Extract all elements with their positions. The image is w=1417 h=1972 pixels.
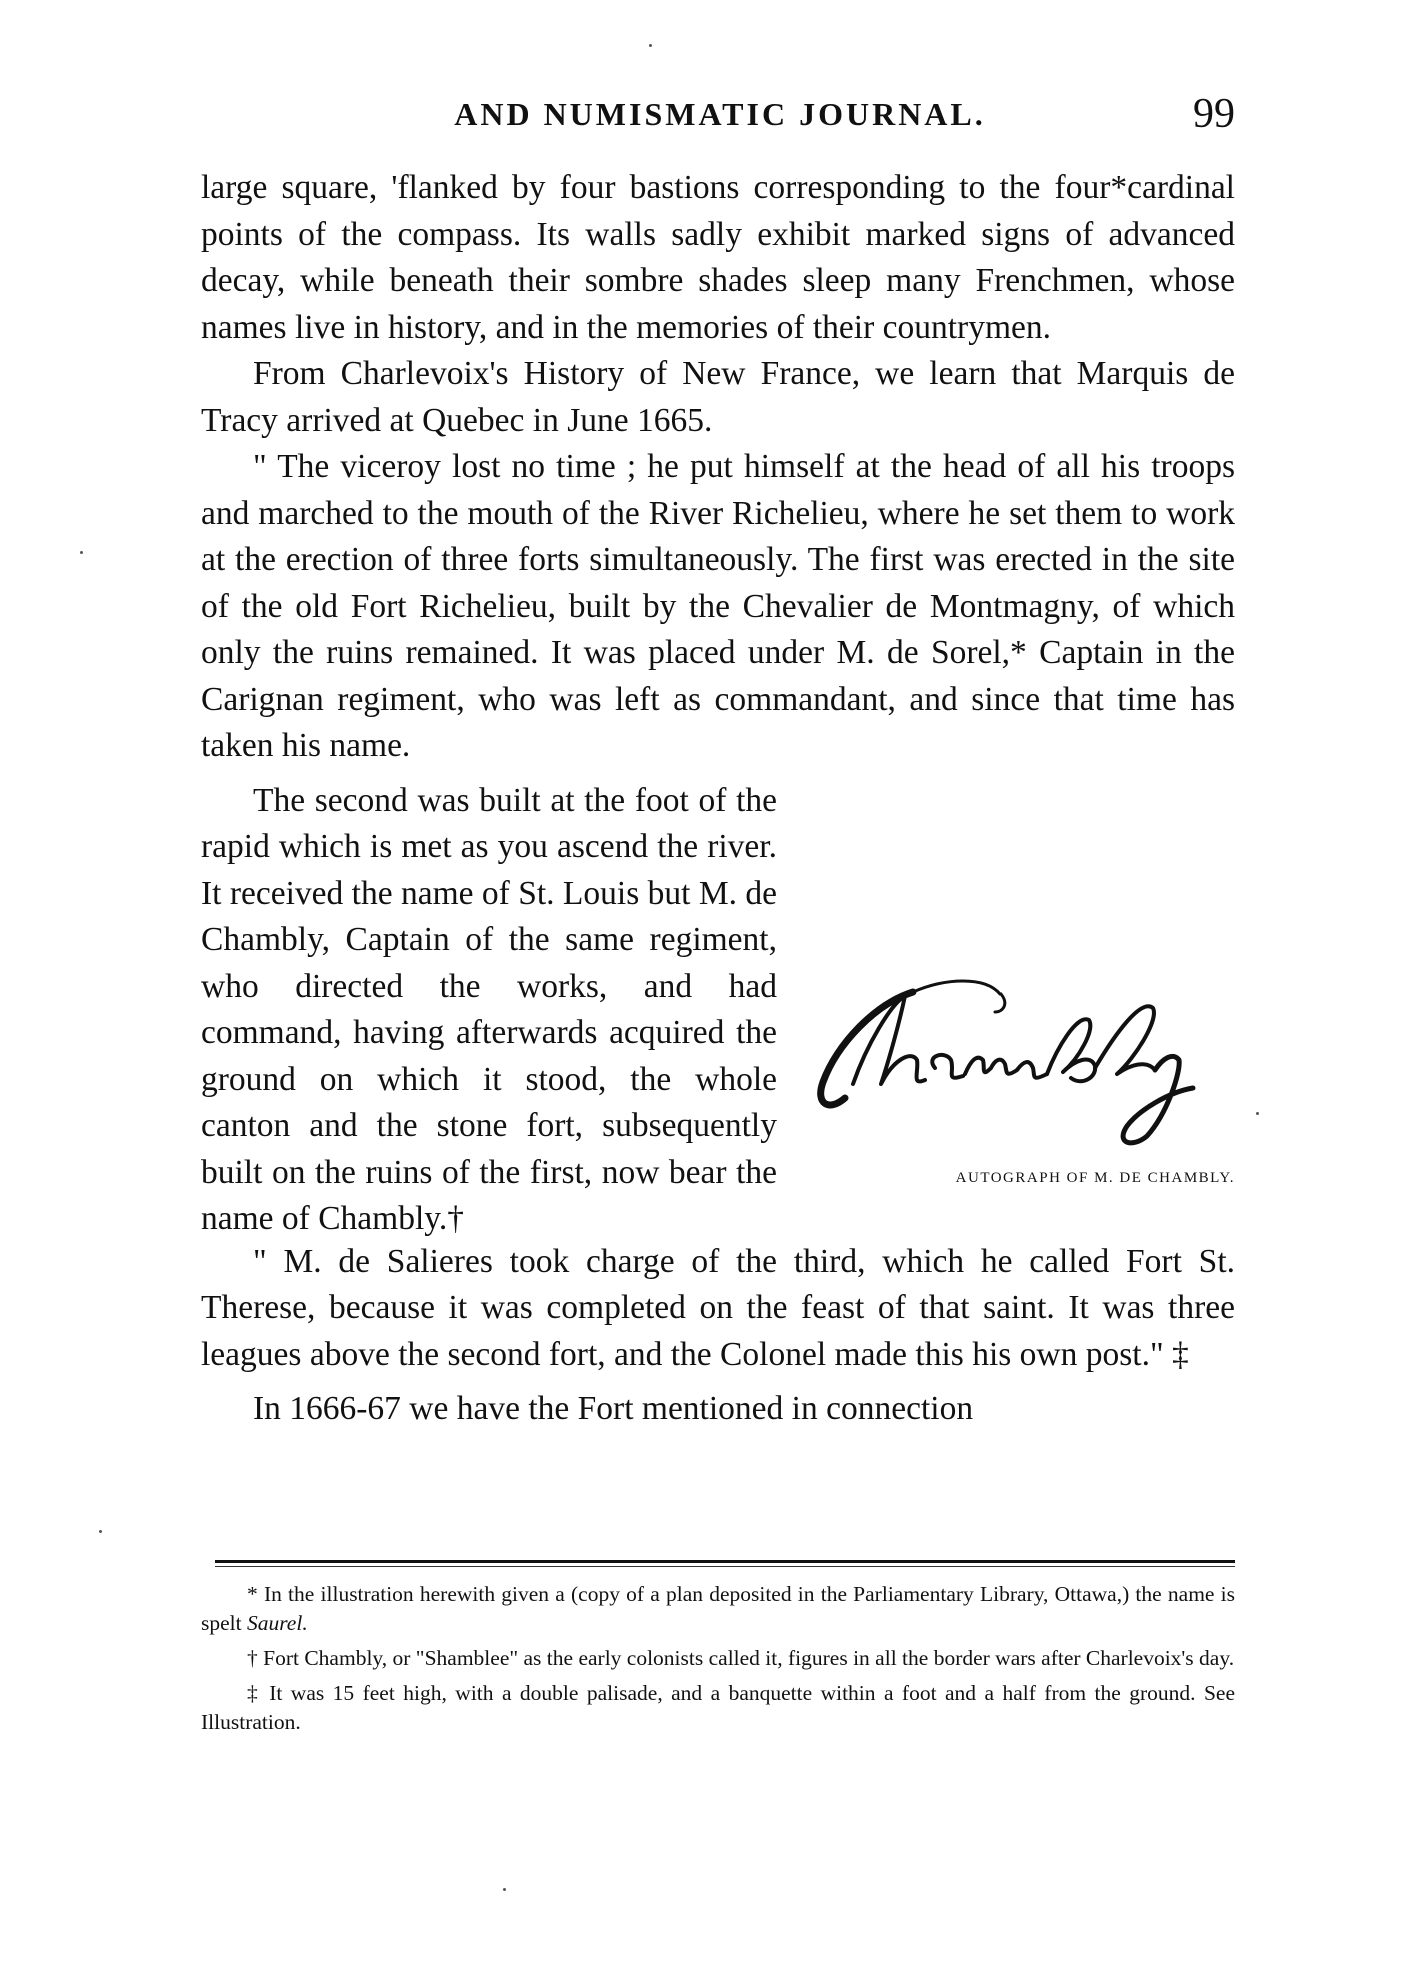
paragraph-5: " M. de Salieres took charge of the third, which he called Fort St. Therese, because it was completed on the feast of that saint. It was three leagues above the second fort, and the Colonel made this his own post." ‡ (201, 1242, 1235, 1373)
speck (649, 44, 652, 47)
rule-line-thin (215, 1566, 1235, 1567)
footnotes (201, 1580, 1235, 1743)
footnote-1-text: * In the illustration herewith given a (copy of a plan deposited in the Parliamentary Library, Ottawa,) the name is spelt (201, 1582, 1235, 1635)
footnote-2: † Fort Chambly, or "Shamblee" as the early colonists called it, figures in all the border wars after Charlevoix's day. (247, 1646, 1235, 1670)
signature-caption: AUTOGRAPH OF M. DE CHAMBLY. (955, 1169, 1235, 1186)
speck (503, 1888, 506, 1891)
page-number: 99 (1193, 91, 1235, 137)
paragraph-6: In 1666-67 we have the Fort mentioned in connection (253, 1390, 974, 1427)
paragraph-2: From Charlevoix's History of New France, we learn that Marquis de Tracy arrived at Quebec in June 1665. (201, 355, 1235, 439)
speck (99, 1530, 102, 1533)
rule-line-thick (215, 1560, 1235, 1563)
footnote-3: ‡ It was 15 feet high, with a double palisade, and a banquette within a foot and a half from the ground. See Illustration. (201, 1681, 1235, 1734)
page-header (205, 91, 1235, 146)
paragraph-4: The second was built at the foot of the rapid which is met as you ascend the river. It received the name of St. Louis but M. de Chambly, Captain of the same regiment, who directed the works, and had command, having afterwards acquired the ground on which it stood, the whole canton and the stone fort, subsequently built on the ruins of the first, now bear the name of Chambly.† (201, 781, 777, 1237)
running-head: AND NUMISMATIC JOURNAL. (454, 96, 986, 132)
footnote-1-italic: Saurel. (246, 1611, 308, 1635)
paragraph-3: " The viceroy lost no time ; he put himself at the head of all his troops and marched to the mouth of the River Richelieu, where he set them to work at the erection of three forts simultaneously. The first was erected in the site of the old Fort Richelieu, built by the Chevalier de Montmagny, of which only the ruins remained. It was placed under M. de Sorel,* Captain in the Carignan regiment, who was left as commandant, and since that time has taken his name. (201, 448, 1235, 764)
paragraph-1: large square, 'flanked by four bastions corresponding to the four*cardinal points of the compass. Its walls sadly exhibit marked signs of advanced decay, while beneath their sombre shades sleep many Frenchmen, whose names live in history, and in the memories of their countrymen. (201, 169, 1235, 346)
speck (1256, 1112, 1259, 1115)
speck (80, 551, 83, 554)
body-text (201, 165, 1235, 1433)
signature-figure (795, 964, 1235, 1196)
signature-block (201, 778, 1235, 1243)
chambly-signature-image (795, 964, 1235, 1154)
footnote-1 (201, 1580, 1235, 1638)
